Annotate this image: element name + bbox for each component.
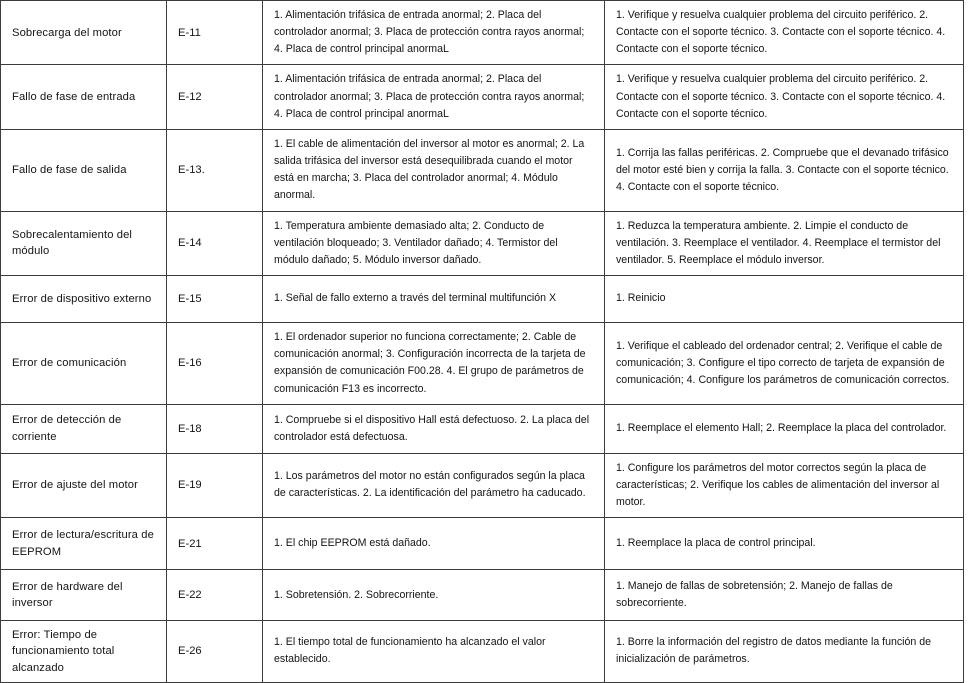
fault-solution-cell: 1. Manejo de fallas de sobretensión; 2. Manejo de fallas de sobrecorriente.	[605, 570, 964, 621]
fault-name-cell: Fallo de fase de entrada	[1, 65, 167, 129]
fault-name-cell: Error de lectura/escritura de EEPROM	[1, 518, 167, 570]
fault-code-cell: E-16	[167, 323, 263, 405]
table-row	[1, 404, 964, 453]
fault-cause-cell: 1. El ordenador superior no funciona correctamente; 2. Cable de comunicación anormal; 3. Configuración incorrecta de la tarjeta de expansión de comunicación F00.28. 4. El grupo de parámetros de comunicación F13 es incorrecto.	[263, 323, 605, 405]
fault-code-cell: E-19	[167, 453, 263, 517]
fault-solution-cell: 1. Reemplace la placa de control principal.	[605, 518, 964, 570]
fault-name-cell: Error de ajuste del motor	[1, 453, 167, 517]
fault-name-cell: Error de detección de corriente	[1, 404, 167, 453]
fault-solution-cell: 1. Verifique y resuelva cualquier problema del circuito periférico. 2. Contacte con el soporte técnico. 3. Contacte con el soporte técnico. 4. Contacte con el soporte técnico.	[605, 1, 964, 65]
fault-code-cell: E-22	[167, 570, 263, 621]
fault-name-cell: Fallo de fase de salida	[1, 129, 167, 211]
table-row	[1, 129, 964, 211]
fault-solution-cell: 1. Corrija las fallas periféricas. 2. Compruebe que el devanado trifásico del motor esté bien y corrija la falla. 3. Contacte con el soporte técnico. 4. Contacte con el soporte técnico.	[605, 129, 964, 211]
fault-solution-cell: 1. Reemplace el elemento Hall; 2. Reemplace la placa del controlador.	[605, 404, 964, 453]
fault-solution-cell: 1. Borre la información del registro de datos mediante la función de inicialización de parámetros.	[605, 621, 964, 683]
fault-cause-cell: 1. Alimentación trifásica de entrada anormal; 2. Placa del controlador anormal; 3. Placa de protección contra rayos anormal; 4. Placa de control principal anormaL	[263, 1, 605, 65]
fault-name-cell: Error de hardware del inversor	[1, 570, 167, 621]
fault-name-cell: Sobrecalentamiento del módulo	[1, 211, 167, 275]
fault-code-cell: E-12	[167, 65, 263, 129]
fault-code-cell: E-21	[167, 518, 263, 570]
table-row	[1, 518, 964, 570]
table-row	[1, 276, 964, 323]
fault-code-table-body	[1, 1, 964, 683]
fault-name-cell: Error de dispositivo externo	[1, 276, 167, 323]
table-row	[1, 570, 964, 621]
fault-code-cell: E-15	[167, 276, 263, 323]
fault-cause-cell: 1. El chip EEPROM está dañado.	[263, 518, 605, 570]
fault-solution-cell: 1. Verifique y resuelva cualquier problema del circuito periférico. 2. Contacte con el soporte técnico. 3. Contacte con el soporte técnico. 4. Contacte con el soporte técnico.	[605, 65, 964, 129]
fault-code-cell: E-13.	[167, 129, 263, 211]
fault-cause-cell: 1. Compruebe si el dispositivo Hall está defectuoso. 2. La placa del controlador está defectuosa.	[263, 404, 605, 453]
fault-solution-cell: 1. Reinicio	[605, 276, 964, 323]
fault-cause-cell: 1. El cable de alimentación del inversor al motor es anormal; 2. La salida trifásica del inversor está desequilibrada cuando el motor está en marcha; 3. Placa del controlador anormal; 4. Módulo anormal.	[263, 129, 605, 211]
fault-solution-cell: 1. Reduzca la temperatura ambiente. 2. Limpie el conducto de ventilación. 3. Reemplace el ventilador. 4. Reemplace el termistor del ventilador. 5. Reemplace el módulo inversor.	[605, 211, 964, 275]
fault-name-cell: Error: Tiempo de funcionamiento total alcanzado	[1, 621, 167, 683]
fault-cause-cell: 1. Temperatura ambiente demasiado alta; 2. Conducto de ventilación bloqueado; 3. Ventilador dañado; 4. Termistor del módulo dañado; 5. Módulo inversor dañado.	[263, 211, 605, 275]
fault-cause-cell: 1. El tiempo total de funcionamiento ha alcanzado el valor establecido.	[263, 621, 605, 683]
table-row	[1, 323, 964, 405]
table-row	[1, 621, 964, 683]
fault-code-cell: E-14	[167, 211, 263, 275]
fault-name-cell: Sobrecarga del motor	[1, 1, 167, 65]
fault-cause-cell: 1. Sobretensión. 2. Sobrecorriente.	[263, 570, 605, 621]
table-row	[1, 1, 964, 65]
fault-cause-cell: 1. Alimentación trifásica de entrada anormal; 2. Placa del controlador anormal; 3. Placa de protección contra rayos anormal; 4. Placa de control principal anormaL	[263, 65, 605, 129]
fault-code-cell: E-26	[167, 621, 263, 683]
fault-code-cell: E-18	[167, 404, 263, 453]
fault-cause-cell: 1. Los parámetros del motor no están configurados según la placa de características. 2. La identificación del parámetro ha caducado.	[263, 453, 605, 517]
fault-code-cell: E-11	[167, 1, 263, 65]
table-row	[1, 453, 964, 517]
fault-name-cell: Error de comunicación	[1, 323, 167, 405]
fault-solution-cell: 1. Verifique el cableado del ordenador central; 2. Verifique el cable de comunicación; 3. Configure el tipo correcto de tarjeta de expansión de comunicación; 4. Configure los parámetros de comunicación correctos.	[605, 323, 964, 405]
fault-solution-cell: 1. Configure los parámetros del motor correctos según la placa de características; 2. Verifique los cables de alimentación del inversor al motor.	[605, 453, 964, 517]
table-row	[1, 211, 964, 275]
table-row	[1, 65, 964, 129]
fault-cause-cell: 1. Señal de fallo externo a través del terminal multifunción X	[263, 276, 605, 323]
